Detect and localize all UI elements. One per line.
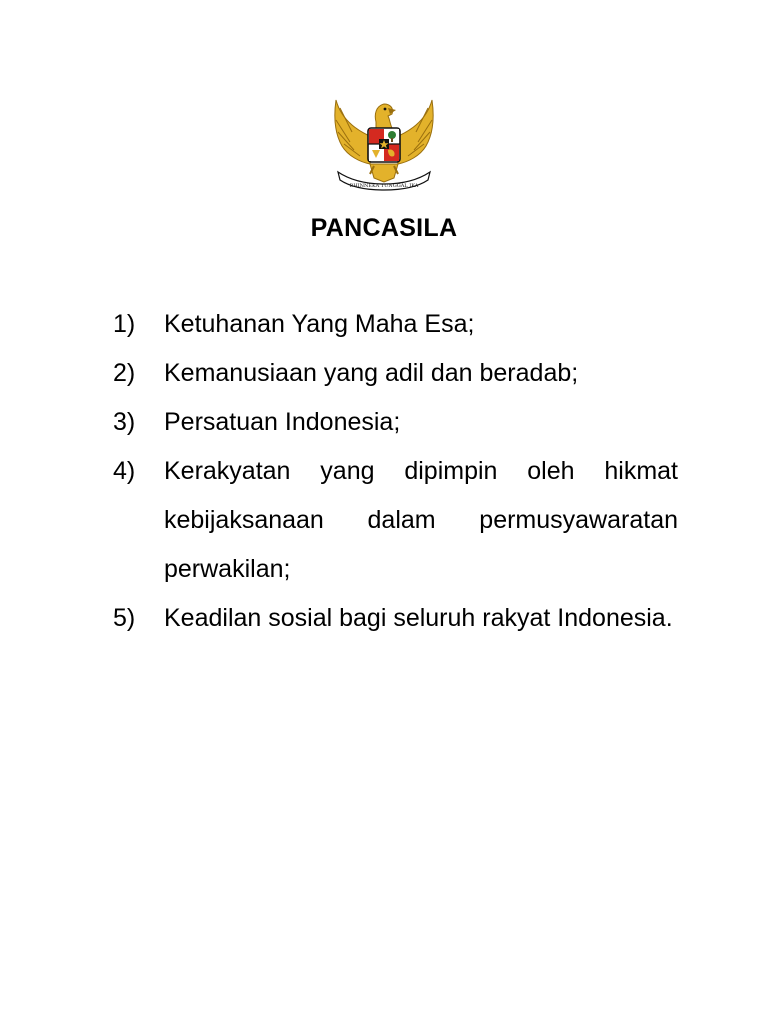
svg-text:BHINNEKA TUNGGAL IKA: BHINNEKA TUNGGAL IKA <box>349 183 419 189</box>
list-item-number: 1) <box>113 310 136 338</box>
page-title: PANCASILA <box>310 214 458 242</box>
list-item-number: 4) <box>113 457 136 485</box>
list-item-text: Persatuan Indonesia; <box>164 408 401 436</box>
principles-list <box>113 300 678 643</box>
list-item <box>113 300 678 349</box>
list-item-number: 3) <box>113 408 136 436</box>
list-item <box>113 594 678 643</box>
list-item <box>113 349 678 398</box>
list-item-text: Ketuhanan Yang Maha Esa; <box>164 310 475 338</box>
head <box>375 104 392 128</box>
list-item-text: Kerakyatan yang dipimpin oleh hikmat kebijaksanaan dalam permusyawaratan perwakilan; <box>164 457 678 583</box>
list-item-text: Keadilan sosial bagi seluruh rakyat Indonesia. <box>164 604 673 632</box>
list-item-number: 5) <box>113 604 136 632</box>
garuda-pancasila-emblem-icon <box>330 92 438 192</box>
list-item <box>113 447 678 594</box>
list-item <box>113 398 678 447</box>
list-item-number: 2) <box>113 359 136 387</box>
list-item-text: Kemanusiaan yang adil dan beradab; <box>164 359 579 387</box>
